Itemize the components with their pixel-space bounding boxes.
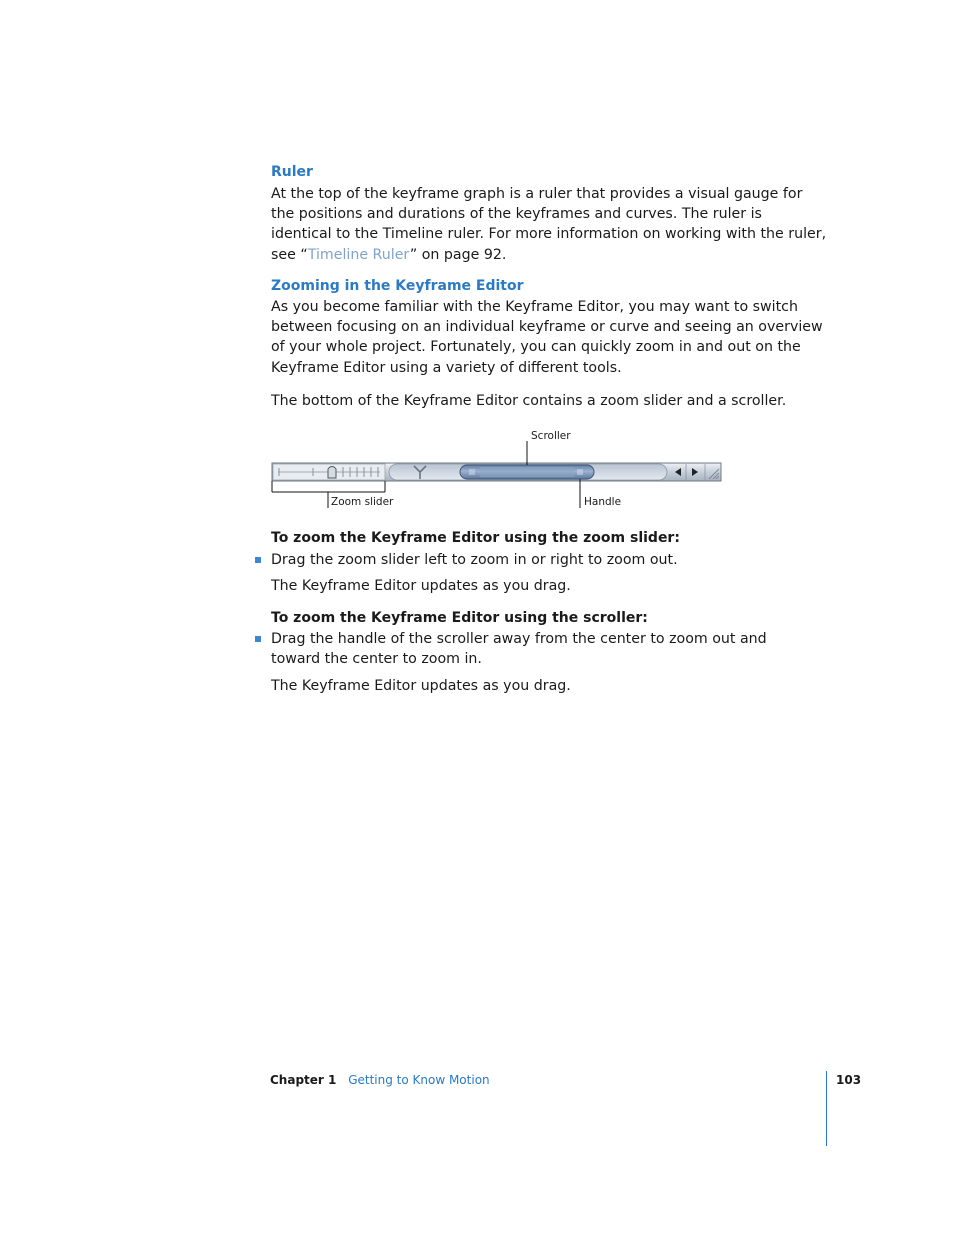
task2-title: To zoom the Keyframe Editor using the scroller: [271,610,648,626]
chapter-number: Chapter 1 [270,1073,337,1087]
scroller-label: Scroller [531,430,571,442]
scroll-left-arrow-icon[interactable] [675,468,681,476]
scroller-handle[interactable] [578,469,582,475]
footer-divider [826,1071,827,1146]
task1-result: The Keyframe Editor updates as you drag. [271,578,571,594]
ruler-heading: Ruler [271,164,313,180]
ruler-paragraph-end: ” on page 92. [409,246,507,263]
page-number: 103 [836,1073,862,1087]
zoom-paragraph: As you become familiar with the Keyframe Editor, you may want to switch between focusing on an individual keyframe or curve and seeing an overview of your whole project. Fortunately, you can quickly zoom in and out on the Keyframe Editor using a variety of different tools. [271,299,823,376]
bullet-icon [255,636,261,642]
zoom-heading: Zooming in the Keyframe Editor [271,278,524,294]
zoom-slider[interactable] [273,464,385,480]
task1-step: Drag the zoom slider left to zoom in or right to zoom out. [271,552,678,568]
scroll-right-arrow-icon[interactable] [692,468,698,476]
zoom-slider-label: Zoom slider [331,496,394,508]
task2-result: The Keyframe Editor updates as you drag. [271,678,571,694]
handle-label: Handle [584,496,622,508]
task1-title: To zoom the Keyframe Editor using the zoom slider: [271,530,680,546]
ruler-paragraph [271,184,827,265]
timeline-ruler-link[interactable]: Timeline Ruler [307,246,410,263]
footer-chapter [270,1073,490,1087]
bullet-icon [255,557,261,563]
scroller[interactable] [460,465,594,479]
ruler-paragraph-text: At the top of the keyframe graph is a ruler that provides a visual gauge for the positions and durations of the keyframes and curves. The ruler is identical to the Timeline ruler. For more information on working with the ruler, see “ [271,186,827,263]
chapter-title: Getting to Know Motion [348,1073,490,1087]
resize-grip-icon[interactable] [709,469,719,479]
task2-step: Drag the handle of the scroller away from the center to zoom out and toward the center to zoom in. [271,631,767,668]
zoom-paragraph-2: The bottom of the Keyframe Editor contains a zoom slider and a scroller. [271,393,787,409]
